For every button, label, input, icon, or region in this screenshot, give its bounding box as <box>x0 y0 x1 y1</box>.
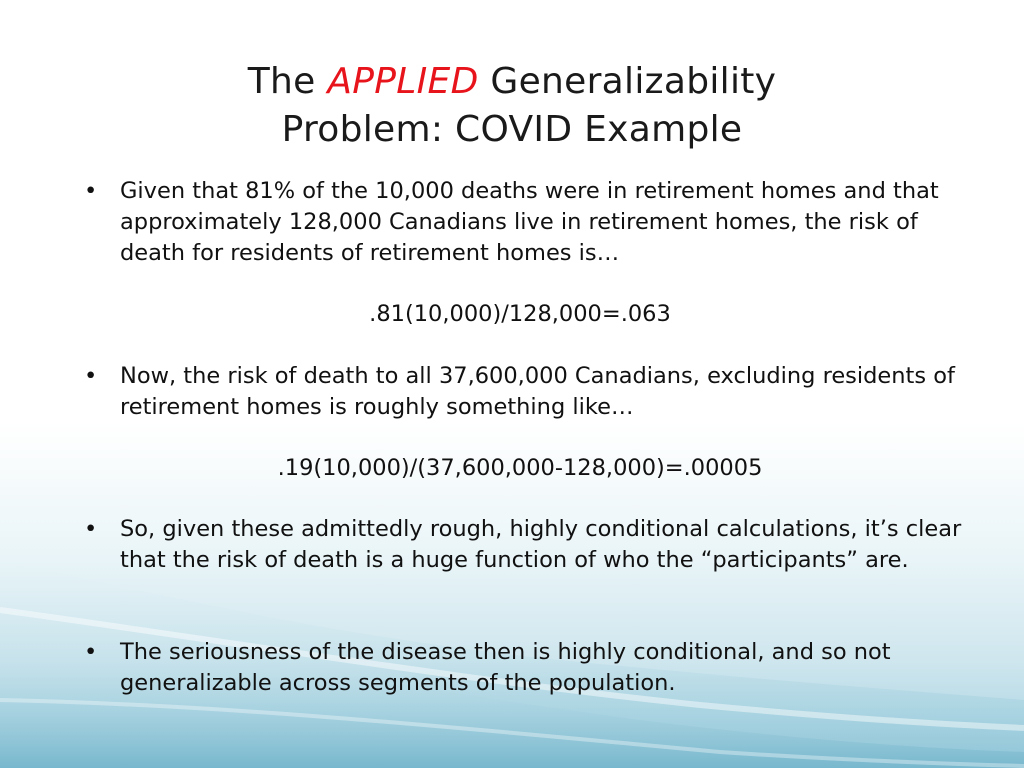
bullet-symbol: • <box>84 363 98 389</box>
title-emphasis: APPLIED <box>327 61 479 102</box>
bullet-symbol: • <box>84 516 98 542</box>
slide-title-line-1 <box>0 60 1024 104</box>
bullet-text: The seriousness of the disease then is highly conditional, and so not generalizable across segments of the population. <box>120 639 891 696</box>
title-prefix: The <box>247 61 328 102</box>
bullet-item <box>84 176 964 269</box>
bullet-text: Now, the risk of death to all 37,600,000 Canadians, excluding residents of retirement homes is roughly something like… <box>120 363 955 420</box>
bullet-symbol: • <box>84 178 98 204</box>
bullet-item <box>84 361 964 423</box>
title-suffix: Generalizability <box>478 61 777 102</box>
bullet-symbol: • <box>84 639 98 665</box>
bullet-item <box>84 514 964 576</box>
bullet-item <box>84 637 964 699</box>
formula: .81(10,000)/128,000=.063 <box>369 301 671 327</box>
bullet-text: So, given these admittedly rough, highly conditional calculations, it’s clear that the risk of death is a huge function of who the “participants” are. <box>120 516 962 573</box>
bullet-text: Given that 81% of the 10,000 deaths were in retirement homes and that approximately 128,000 Canadians live in retirement homes, the risk of death for residents of retirement homes is… <box>120 178 939 266</box>
slide-title-line-2: Problem: COVID Example <box>281 109 743 150</box>
formula: .19(10,000)/(37,600,000-128,000)=.00005 <box>277 455 763 481</box>
